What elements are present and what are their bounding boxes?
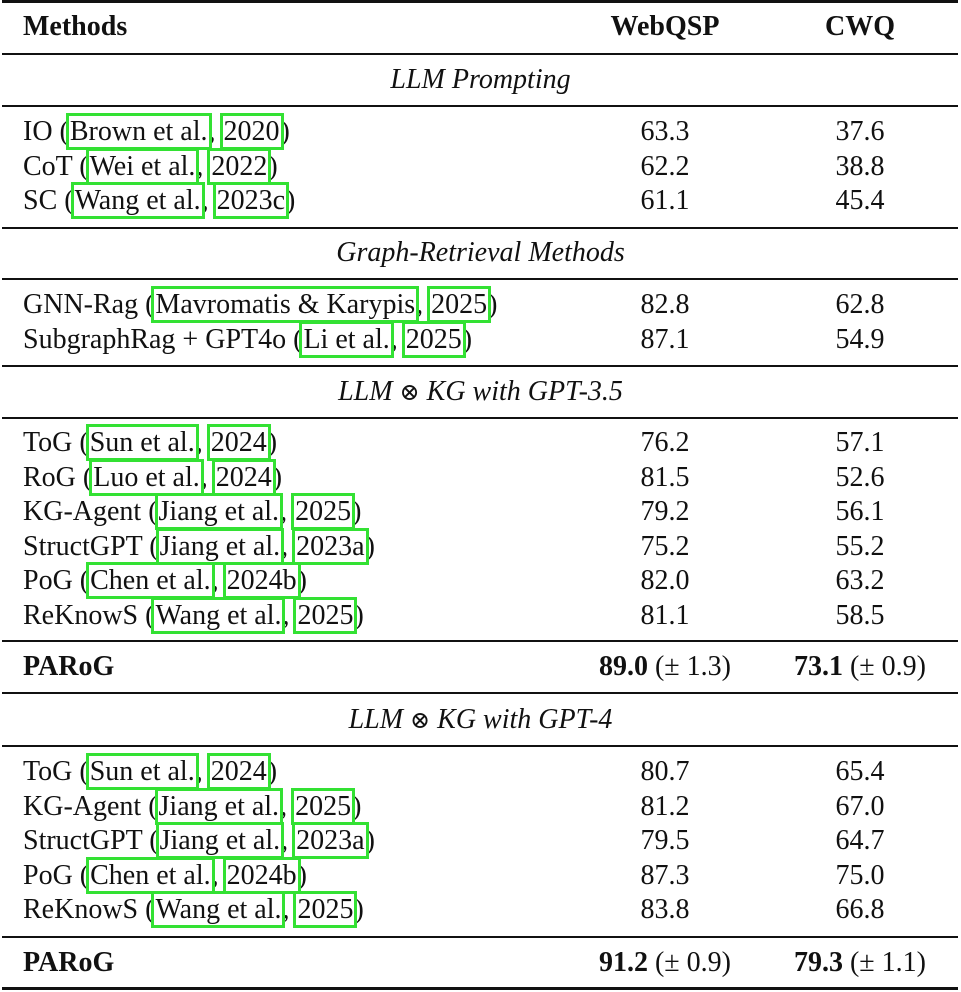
- citation-separator: ,: [282, 600, 297, 631]
- citation-separator: ,: [201, 185, 216, 217]
- section-title-text: LLM: [338, 376, 400, 407]
- section-title: [0, 235, 961, 272]
- cwq-value: 66.8: [835, 894, 885, 926]
- citation-author-link[interactable]: Wang et al.: [155, 894, 282, 926]
- citation-separator: ,: [211, 565, 226, 597]
- section-title-text: LLM Prompting: [390, 64, 571, 95]
- citation-close: ): [297, 859, 307, 891]
- table-row: [0, 789, 961, 824]
- section-title-text: KG with GPT-3.5: [419, 376, 623, 407]
- table-row: [0, 183, 961, 218]
- section-title: [0, 374, 961, 411]
- citation-author-link[interactable]: Chen et al.: [90, 565, 211, 597]
- method-name: KG-Agent (: [23, 790, 158, 822]
- method-cell: [23, 858, 307, 893]
- otimes-symbol: ⊗: [410, 708, 431, 734]
- section-rule: [2, 745, 958, 747]
- webqsp-value: 62.2: [640, 150, 690, 182]
- ours-row: [0, 945, 961, 980]
- ours-method-name: PARoG: [23, 947, 115, 978]
- citation-year-link[interactable]: 2024b: [226, 565, 297, 597]
- method-cell: [23, 287, 498, 322]
- ours-webqsp-cell: [575, 649, 755, 684]
- section-rule: [2, 417, 958, 419]
- table-row: [0, 563, 961, 598]
- webqsp-value: 81.2: [640, 790, 690, 822]
- table-row: [0, 287, 961, 322]
- webqsp-value: 80.7: [640, 756, 690, 787]
- method-cell: [23, 425, 277, 460]
- section-title-text: Graph-Retrieval Methods: [336, 237, 625, 268]
- citation-separator: ,: [196, 150, 211, 182]
- cwq-value: 64.7: [835, 825, 885, 857]
- citation-author-link[interactable]: Jiang et al.: [158, 790, 280, 822]
- section-end-rule: [2, 936, 958, 938]
- cwq-value: 38.8: [835, 150, 885, 182]
- ours-webqsp-cell: [575, 945, 755, 980]
- section-title-text: KG with GPT-4: [430, 704, 613, 735]
- table-row: [0, 892, 961, 927]
- method-name: SC (: [23, 185, 74, 217]
- citation-author-link[interactable]: Wei et al.: [89, 150, 196, 182]
- citation-year-link[interactable]: 2024b: [226, 859, 297, 891]
- citation-close: ): [297, 565, 307, 597]
- citation-author-link[interactable]: Wang et al.: [155, 600, 282, 631]
- citation-year-link[interactable]: 2022: [211, 150, 268, 182]
- cwq-value: 65.4: [835, 756, 885, 787]
- citation-year-link[interactable]: 2025: [431, 289, 488, 320]
- citation-separator: ,: [195, 427, 210, 458]
- method-cell: [23, 789, 361, 824]
- citation-separator: ,: [200, 461, 215, 493]
- method-name: ToG (: [23, 756, 89, 787]
- cwq-value: 75.0: [835, 859, 885, 891]
- method-cell: [23, 114, 290, 149]
- citation-author-link[interactable]: Luo et al.: [93, 461, 200, 493]
- ours-webqsp-value: 89.0: [598, 651, 648, 682]
- citation-close: ): [267, 427, 278, 458]
- section-title: [0, 62, 961, 99]
- citation-separator: ,: [281, 530, 296, 562]
- webqsp-value: 82.8: [640, 289, 690, 320]
- citation-author-link[interactable]: Chen et al.: [90, 859, 211, 891]
- citation-separator: ,: [390, 323, 405, 355]
- method-name: ReKnowS (: [23, 894, 155, 926]
- section-end-rule: [2, 227, 958, 229]
- ours-rule: [2, 692, 958, 694]
- header-webqsp: WebQSP: [610, 11, 720, 42]
- citation-close: ): [365, 825, 375, 857]
- cwq-value: 52.6: [835, 461, 885, 493]
- table-row: [0, 858, 961, 893]
- citation-author-link[interactable]: Jiang et al.: [159, 825, 281, 857]
- method-cell: [23, 892, 364, 927]
- cwq-value: 58.5: [835, 600, 885, 631]
- webqsp-value: 87.1: [640, 323, 690, 355]
- table-row: [0, 425, 961, 460]
- method-name: SubgraphRag + GPT4o (: [23, 323, 303, 355]
- method-name: GNN-Rag (: [23, 289, 155, 320]
- table-row: [0, 598, 961, 633]
- citation-separator: ,: [281, 825, 296, 857]
- method-cell: [23, 823, 375, 858]
- citation-author-link[interactable]: Brown et al.: [69, 116, 208, 147]
- citation-separator: ,: [282, 894, 297, 926]
- ours-cwq-cell: [770, 945, 950, 980]
- citation-year-link[interactable]: 2023c: [216, 185, 286, 217]
- method-cell: [23, 754, 277, 789]
- table-row: [0, 494, 961, 529]
- citation-close: ): [352, 496, 362, 528]
- citation-separator: ,: [208, 116, 223, 147]
- citation-year-link[interactable]: 2024: [210, 427, 267, 458]
- citation-year-link[interactable]: 2024: [215, 461, 272, 493]
- cwq-value: 37.6: [835, 116, 885, 147]
- webqsp-value: 81.1: [640, 600, 690, 631]
- ours-cwq-value: 79.3: [793, 947, 843, 978]
- citation-close: ): [286, 185, 296, 217]
- method-cell: [23, 563, 307, 598]
- method-name: IO (: [23, 116, 69, 147]
- webqsp-value: 83.8: [640, 894, 690, 926]
- method-cell: [23, 494, 361, 529]
- method-name: ReKnowS (: [23, 600, 155, 631]
- citation-separator: ,: [195, 756, 210, 787]
- webqsp-value: 79.5: [640, 825, 690, 857]
- webqsp-value: 75.2: [640, 530, 690, 562]
- method-cell: [23, 149, 278, 184]
- citation-close: ): [354, 600, 364, 631]
- cwq-value: 67.0: [835, 790, 885, 822]
- citation-author-link[interactable]: Li et al.: [303, 323, 390, 355]
- webqsp-value: 76.2: [640, 427, 690, 458]
- section-end-rule: [2, 365, 958, 367]
- cwq-value: 62.8: [835, 289, 885, 320]
- ours-cwq-value: 73.1: [793, 651, 843, 682]
- cwq-value: 45.4: [835, 185, 885, 217]
- cwq-value: 55.2: [835, 530, 885, 562]
- citation-close: ): [365, 530, 375, 562]
- webqsp-value: 82.0: [640, 565, 690, 597]
- ours-cwq-cell: [770, 649, 950, 684]
- citation-separator: ,: [416, 289, 431, 320]
- method-name: PoG (: [23, 565, 90, 597]
- citation-author-link[interactable]: Mavromatis & Karypis: [155, 289, 416, 320]
- section-title: [0, 702, 961, 739]
- ours-method-name: PARoG: [23, 651, 115, 682]
- method-name: StructGPT (: [23, 530, 159, 562]
- citation-author-link[interactable]: Jiang et al.: [159, 530, 281, 562]
- method-name: KG-Agent (: [23, 496, 158, 528]
- citation-close: ): [272, 461, 283, 493]
- citation-author-link[interactable]: Jiang et al.: [158, 496, 280, 528]
- ours-webqsp-value: 91.2: [598, 947, 648, 978]
- ours-webqsp-std: (± 0.9): [647, 947, 731, 978]
- method-cell: [23, 460, 282, 495]
- citation-close: ): [488, 289, 498, 320]
- header-methods: Methods: [23, 11, 128, 42]
- cwq-value: 56.1: [835, 496, 885, 528]
- table-row: [0, 754, 961, 789]
- citation-year-link[interactable]: 2025: [295, 790, 352, 822]
- ours-row: [0, 649, 961, 684]
- webqsp-value: 61.1: [640, 185, 690, 217]
- section-title-text: LLM: [348, 704, 411, 735]
- method-cell: [23, 183, 295, 218]
- table-row: [0, 529, 961, 564]
- citation-year-link[interactable]: 2025: [297, 600, 354, 631]
- section-end-rule: [2, 640, 958, 642]
- citation-year-link[interactable]: 2023a: [296, 530, 365, 562]
- ours-cwq-std: (± 1.1): [842, 947, 926, 978]
- citation-close: ): [354, 894, 364, 926]
- table-row: [0, 460, 961, 495]
- header-row: [0, 9, 961, 44]
- method-cell: [23, 322, 472, 357]
- webqsp-value: 81.5: [640, 461, 690, 493]
- citation-author-link[interactable]: Sun et al.: [89, 427, 195, 458]
- method-name: StructGPT (: [23, 825, 159, 857]
- method-name: CoT (: [23, 150, 89, 182]
- citation-close: ): [352, 790, 362, 822]
- webqsp-value: 87.3: [640, 859, 690, 891]
- cwq-value: 54.9: [835, 323, 885, 355]
- citation-separator: ,: [280, 790, 295, 822]
- section-rule: [2, 105, 958, 107]
- ours-rule: [2, 987, 958, 990]
- header-cwq: CWQ: [825, 11, 895, 42]
- citation-year-link[interactable]: 2025: [295, 496, 352, 528]
- webqsp-value: 79.2: [640, 496, 690, 528]
- citation-author-link[interactable]: Sun et al.: [89, 756, 195, 787]
- method-name: PoG (: [23, 859, 90, 891]
- webqsp-value: 63.3: [640, 116, 690, 147]
- section-rule: [2, 278, 958, 280]
- ours-cwq-std: (± 0.9): [842, 651, 926, 682]
- otimes-symbol: ⊗: [399, 380, 420, 406]
- citation-year-link[interactable]: 2023a: [296, 825, 365, 857]
- cwq-value: 57.1: [835, 427, 885, 458]
- citation-year-link[interactable]: 2024: [210, 756, 267, 787]
- ours-webqsp-std: (± 1.3): [647, 651, 731, 682]
- citation-separator: ,: [280, 496, 295, 528]
- citation-close: ): [268, 150, 278, 182]
- citation-separator: ,: [211, 859, 226, 891]
- method-name: RoG (: [23, 461, 93, 493]
- table-row: [0, 322, 961, 357]
- citation-close: ): [267, 756, 278, 787]
- citation-author-link[interactable]: Wang et al.: [74, 185, 201, 217]
- citation-year-link[interactable]: 2025: [297, 894, 354, 926]
- method-name: ToG (: [23, 427, 89, 458]
- citation-close: ): [280, 116, 290, 147]
- table-row: [0, 149, 961, 184]
- method-cell: [23, 598, 364, 633]
- citation-close: ): [462, 323, 473, 355]
- method-cell: [23, 529, 375, 564]
- citation-year-link[interactable]: 2020: [223, 116, 280, 147]
- citation-year-link[interactable]: 2025: [405, 323, 462, 355]
- top-rule: [2, 0, 958, 3]
- header-rule: [2, 53, 958, 55]
- cwq-value: 63.2: [835, 565, 885, 597]
- table-row: [0, 114, 961, 149]
- table-row: [0, 823, 961, 858]
